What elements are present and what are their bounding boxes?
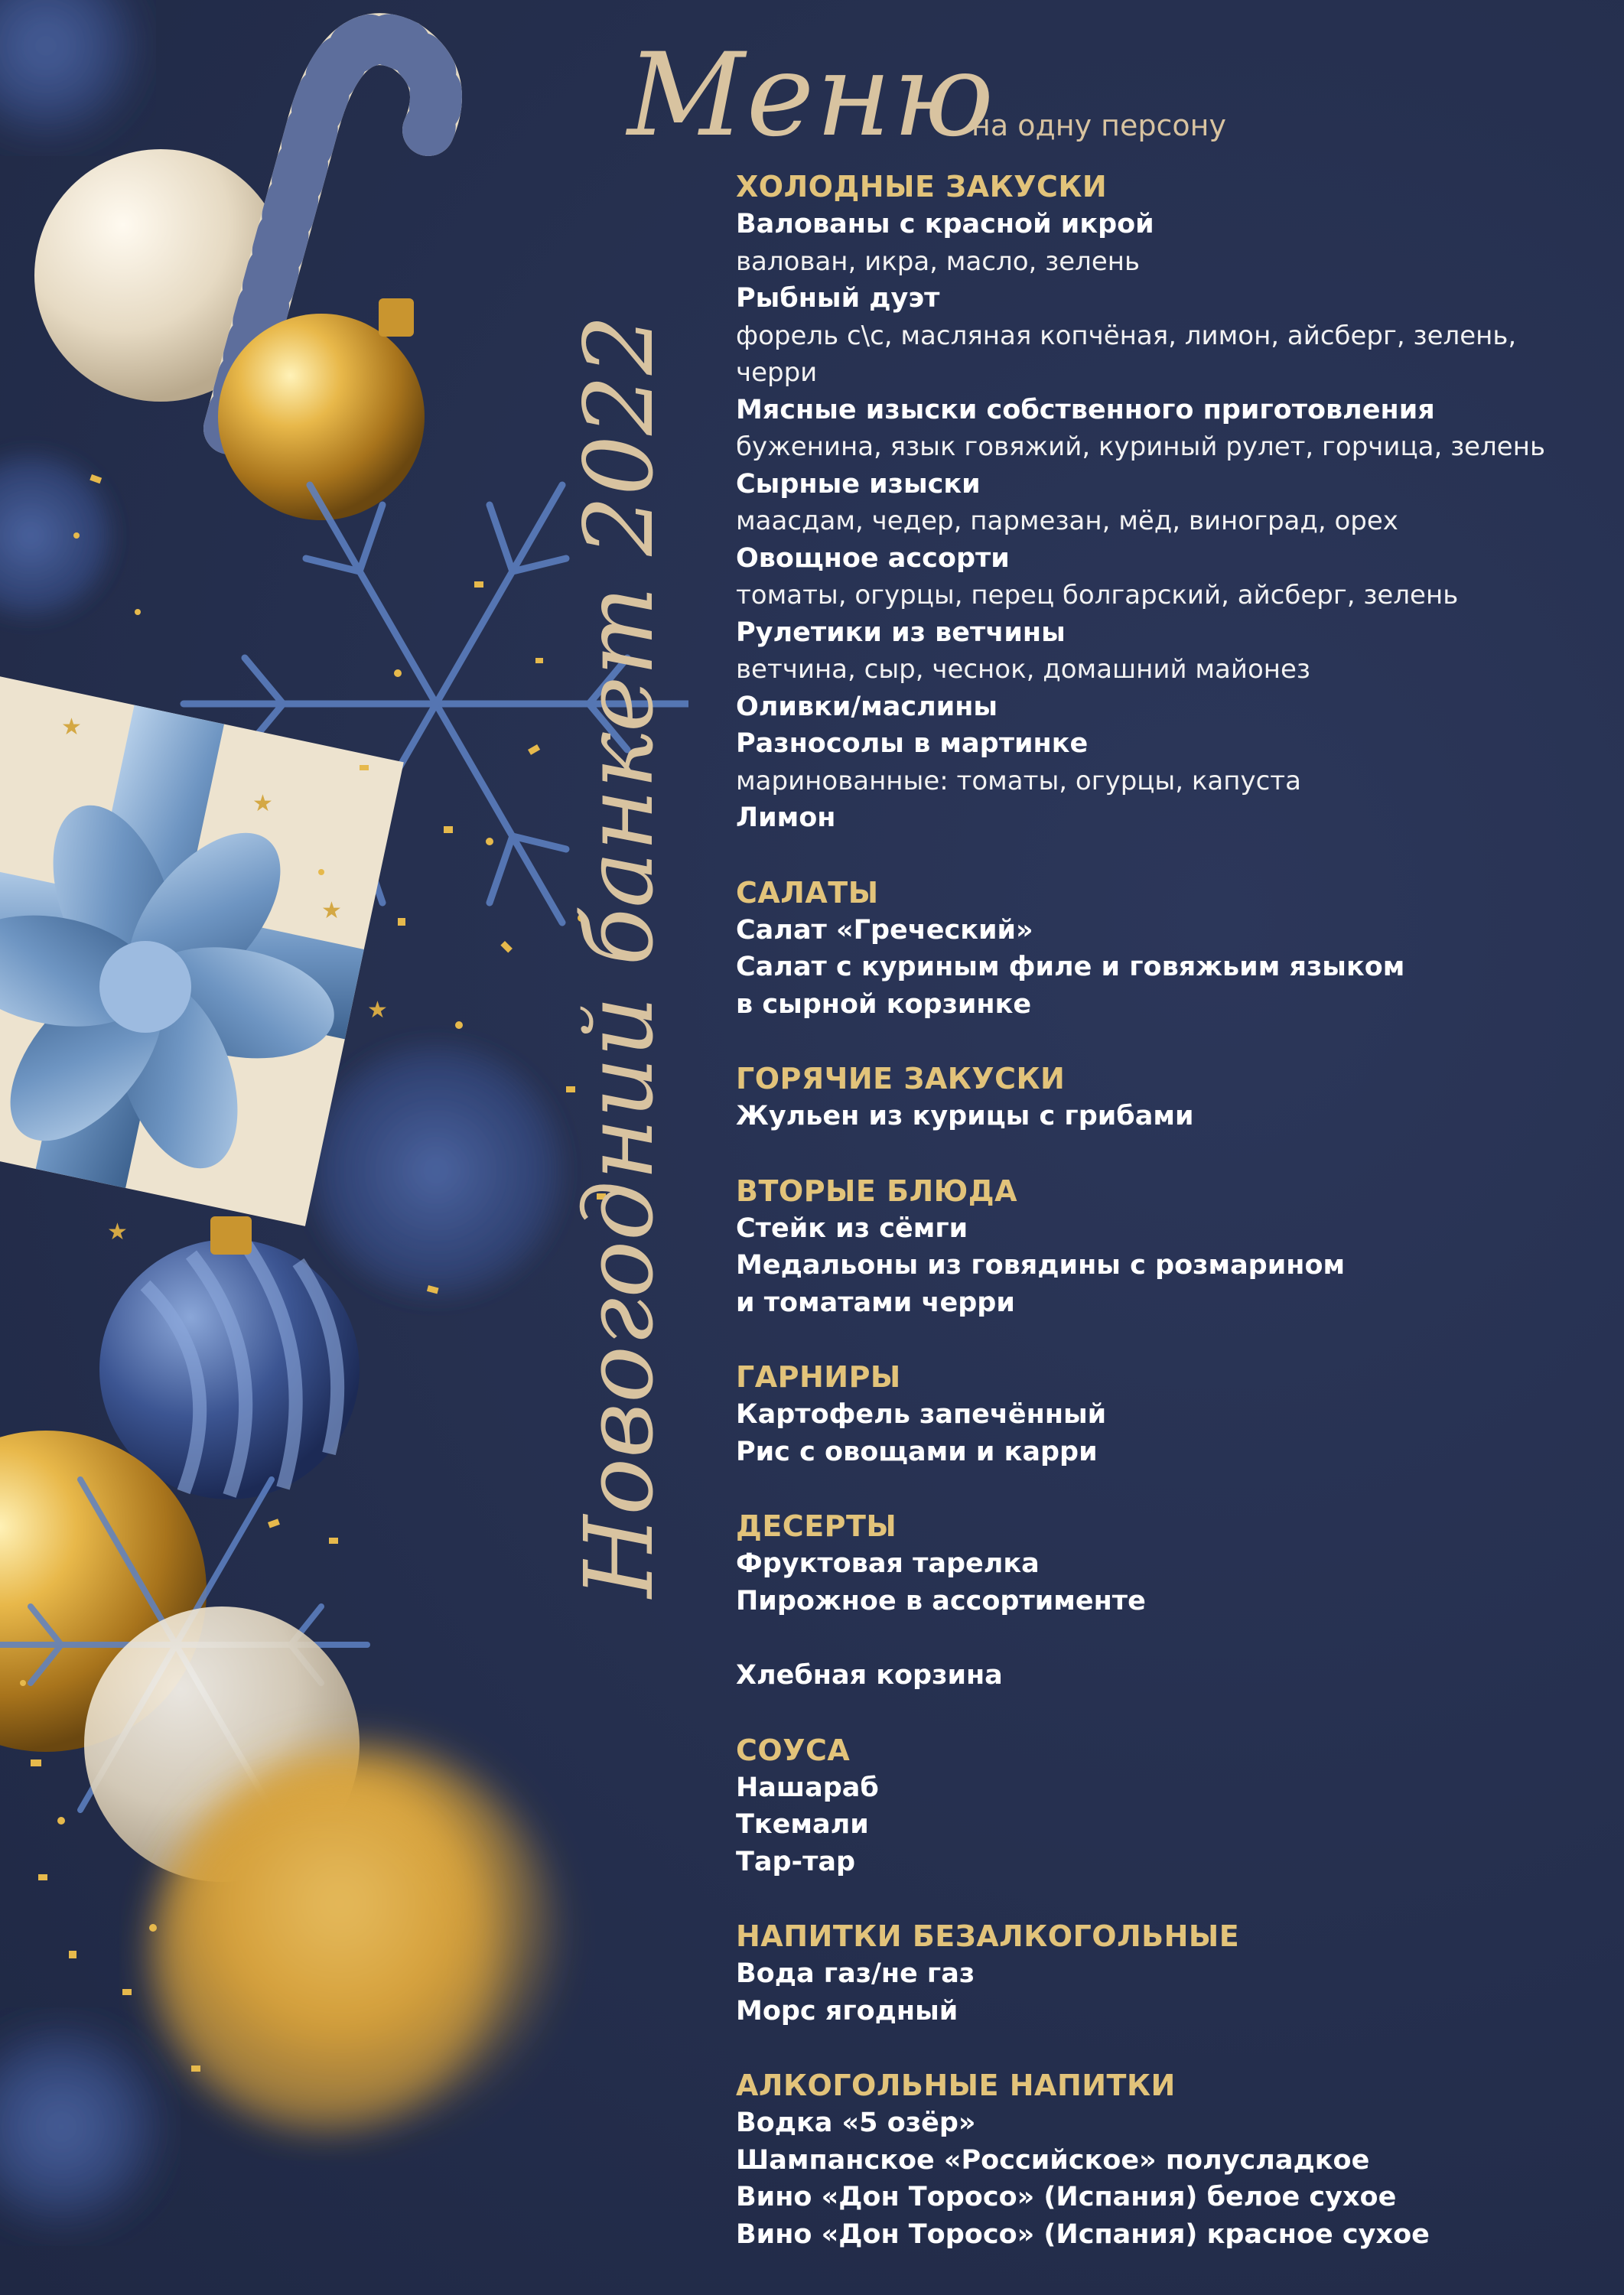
section-heading: ГАРНИРЫ	[736, 1360, 901, 1394]
svg-text:★: ★	[367, 997, 388, 1024]
menu-section	[736, 874, 1593, 1024]
dish-name: Пирожное в ассортименте	[736, 1585, 1146, 1616]
section-gap	[736, 1694, 1593, 1732]
dish-name: Водка «5 озёр»	[736, 2108, 976, 2138]
vertical-title-container	[535, 184, 704, 1729]
section-heading: ВТОРЫЕ БЛЮДА	[736, 1174, 1017, 1208]
menu-section	[736, 1173, 1593, 1322]
dish-description: форель с\с, масляная копчёная, лимон, айсберг, зелень,	[736, 320, 1517, 351]
dish-name: Картофель запечённый	[736, 1399, 1107, 1430]
section-gap	[736, 1321, 1593, 1359]
banquet-title: Новогодний банкет 2022	[565, 314, 675, 1598]
dish-description: маринованные: томаты, огурцы, капуста	[736, 765, 1301, 796]
section-gap	[736, 1470, 1593, 1508]
dish-name: Овощное ассорти	[736, 542, 1010, 574]
section-gap	[736, 1023, 1593, 1060]
dish-name: Ткемали	[736, 1809, 869, 1840]
section-heading: ГОРЯЧИЕ ЗАКУСКИ	[736, 1062, 1066, 1095]
dish-name: Валованы с красной икрой	[736, 209, 1154, 239]
dish-description: маасдам, чедер, пармезан, мёд, виноград, орех	[736, 506, 1398, 536]
menu-section	[736, 168, 1593, 837]
dish-description: томаты, огурцы, перец болгарский, айсберг, зелень	[736, 580, 1459, 610]
dish-name: Салат «Греческий»	[736, 914, 1033, 946]
dish-name: Рис с овощами и карри	[736, 1436, 1098, 1467]
menu-section	[736, 1918, 1593, 2030]
dish-name: Разносолы в мартинке	[736, 728, 1089, 759]
section-heading: СОУСА	[736, 1733, 851, 1767]
menu-section	[736, 1732, 1593, 1881]
menu-section	[736, 1508, 1593, 1620]
dish-name: Мясные изыски собственного приготовления	[736, 394, 1435, 425]
dish-name: Шампанское «Российское» полусладкое	[736, 2144, 1370, 2176]
svg-text:★: ★	[321, 897, 342, 924]
menu-list	[736, 168, 1593, 2253]
section-heading: ДЕСЕРТЫ	[736, 1509, 897, 1543]
section-gap	[736, 1880, 1593, 1918]
dish-name: Сырные изыски	[736, 468, 981, 500]
menu-section	[736, 1657, 1593, 1694]
dish-description: черри	[736, 357, 818, 388]
section-heading: САЛАТЫ	[736, 875, 879, 910]
section-gap	[736, 837, 1593, 874]
dish-name: Вино «Дон Торосо» (Испания) красное сухое	[736, 2218, 1430, 2250]
dish-name: Оливки/маслины	[736, 691, 998, 722]
menu-section	[736, 1060, 1593, 1135]
dish-description: ветчина, сыр, чеснок, домашний майонез	[736, 654, 1310, 685]
menu-subtitle: на одну персону	[971, 109, 1226, 142]
dish-description: буженина, язык говяжий, куриный рулет, горчица, зелень	[736, 431, 1545, 462]
dish-name: Вода газ/не газ	[736, 1958, 975, 1989]
menu-section	[736, 2067, 1593, 2253]
dish-name: Лимон	[736, 802, 836, 833]
svg-text:★: ★	[61, 714, 82, 741]
dish-name: и томатами черри	[736, 1287, 1015, 1318]
svg-text:★: ★	[252, 790, 273, 817]
dish-name: Морс ягодный	[736, 1995, 958, 2026]
section-heading: АЛКОГОЛЬНЫЕ НАПИТКИ	[736, 2069, 1176, 2102]
dish-name: Рулетики из ветчины	[736, 617, 1066, 648]
section-gap	[736, 1135, 1593, 1173]
dish-name: Медальоны из говядины с розмарином	[736, 1250, 1346, 1281]
dish-name: Рыбный дуэт	[736, 283, 940, 314]
dish-name: Тар-тар	[736, 1846, 856, 1877]
section-gap	[736, 2030, 1593, 2067]
dish-name: Вино «Дон Торосо» (Испания) белое сухое	[736, 2182, 1397, 2212]
menu-title	[627, 29, 1469, 162]
dish-name: Фруктовая тарелка	[736, 1548, 1040, 1579]
dish-name: Стейк из сёмги	[736, 1213, 968, 1244]
menu-section	[736, 1359, 1593, 1470]
dish-description: валован, икра, масло, зелень	[736, 246, 1141, 277]
dish-name: в сырной корзинке	[736, 988, 1032, 1020]
section-gap	[736, 1620, 1593, 1657]
menu-title-script: Меню	[627, 29, 996, 162]
dish-name: Нашараб	[736, 1772, 879, 1803]
dish-name: Хлебная корзина	[736, 1660, 1003, 1691]
dish-name: Салат с куриным филе и говяжьим языком	[736, 952, 1405, 982]
svg-text:★: ★	[107, 1219, 128, 1245]
section-heading: НАПИТКИ БЕЗАЛКОГОЛЬНЫЕ	[736, 1919, 1240, 1953]
dish-name: Жульен из курицы с грибами	[736, 1101, 1194, 1131]
section-heading: ХОЛОДНЫЕ ЗАКУСКИ	[736, 170, 1108, 203]
